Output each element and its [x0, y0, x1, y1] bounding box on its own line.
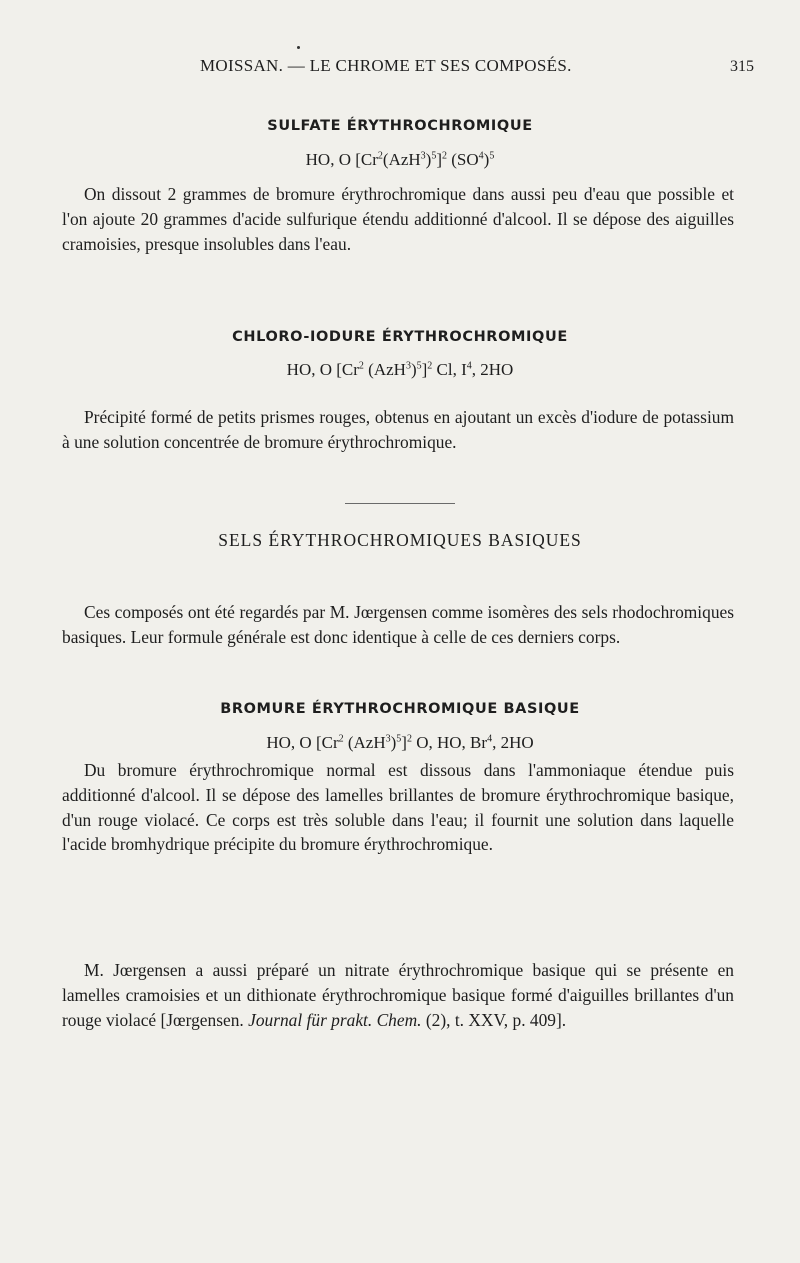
page-number: 315 [730, 58, 754, 75]
section-rule [345, 503, 455, 504]
formula-sulfate: HO, O $[Cr^2(AzH^3)^5]^2$ $(SO^4)^5$ [305, 150, 495, 169]
heading-sulfate: SULFATE ÉRYTHROCHROMIQUE [267, 118, 533, 134]
ink-dot [297, 46, 300, 49]
paragraph-sulfate: On dissout 2 grammes de bromure érythrochromique dans aussi peu d'eau que possible et l'on ajoute 20 grammes d'acide sulfurique étendu additionné d'alcool. Il se dépose des aiguilles cramoisies, presque insolubles dans l'eau. [62, 184, 734, 254]
paragraph-sels: Ces composés ont été regardés par M. Jœrgensen comme isomères des sels rhodochromiques basiques. Leur formule générale est donc identique à celle de ces derniers corps. [62, 602, 734, 647]
paragraph-chloro-iodure: Précipité formé de petits prismes rouges, obtenus en ajoutant un excès d'iodure de potassium à une solution concentrée de bromure érythrochromique. [62, 407, 734, 452]
heading-bromure: BROMURE ÉRYTHROCHROMIQUE BASIQUE [220, 701, 580, 717]
paragraph-bromure: Du bromure érythrochromique normal est dissous dans l'ammoniaque étendue puis additionné d'alcool. Il se dépose des lamelles brillantes de bromure érythrochromique basique, d'un rouge violacé. Ce corps est très soluble dans l'eau; il fournit une solution dans laquelle l'acide bromhydrique précipite du bromure érythrochromique. [62, 760, 734, 855]
formula-chloro-iodure: HO, O [Cr$^2$ $(AzH^3)^5]^2$ Cl, $I^4$, 2HO [286, 360, 514, 379]
formula-bromure: HO, O [Cr$^2$ $(AzH^3)^5]^2$ O, HO, Br$^4$, 2HO [266, 733, 534, 752]
paragraph-nitrate: M. Jœrgensen a aussi préparé un nitrate érythrochromique basique qui se présente en lamelles cramoisies et un dithionate érythrochromique basique formé d'aiguilles brillantes d'un rouge violacé [Jœrgensen. Journal für prakt. Chem. (2), t. XXV, p. 409]. [62, 960, 734, 1030]
running-title: MOISSAN. — LE CHROME ET SES COMPOSÉS. [200, 56, 572, 75]
running-header [0, 56, 800, 84]
heading-chloro-iodure: CHLORO-IODURE ÉRYTHROCHROMIQUE [232, 329, 568, 345]
journal-title: Journal für prakt. Chem. [248, 1009, 422, 1030]
section-title-sels: SELS ÉRYTHROCHROMIQUES BASIQUES [218, 530, 582, 550]
